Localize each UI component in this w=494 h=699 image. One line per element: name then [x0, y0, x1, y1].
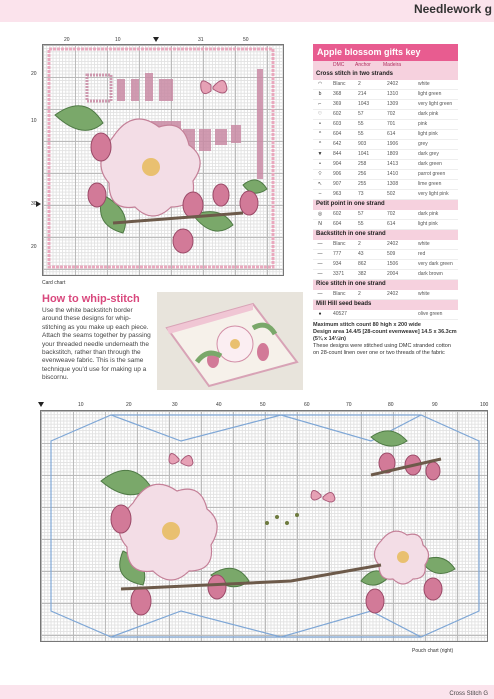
key-cell-name: grey [418, 141, 428, 147]
key-cell-anchor: 57 [358, 111, 364, 117]
key-cell-dmc: 963 [333, 191, 342, 197]
key-cell-name: light green [418, 91, 442, 97]
card-x-tick: 10 [115, 37, 121, 43]
key-cell-symbol: ▼ [317, 151, 323, 157]
key-cell-symbol: ◠ [317, 81, 323, 87]
key-cell-madeira: 1310 [387, 91, 399, 97]
key-col-anchor: Anchor [355, 62, 371, 68]
key-sections [313, 70, 458, 320]
key-section-title: Rice stitch in one strand [313, 280, 458, 290]
key-cell-name: white [418, 241, 430, 247]
card-chart-grid [42, 44, 284, 276]
key-cell-madeira: 614 [387, 221, 396, 227]
center-arrow-icon [38, 402, 44, 407]
key-cell-name: olive green [418, 311, 443, 317]
key-cell-madeira: 1309 [387, 101, 399, 107]
key-cell-symbol: — [317, 291, 323, 297]
key-col-madeira: Madeira [383, 62, 402, 68]
key-cell-name: white [418, 291, 430, 297]
key-cell-anchor: 2 [358, 291, 361, 297]
key-row [313, 110, 458, 120]
key-section-title: Cross stitch in two strands [313, 70, 458, 80]
key-row [313, 180, 458, 190]
pouch-x-tick: 90 [432, 402, 438, 408]
key-cell-anchor: 903 [358, 141, 367, 147]
key-cell-name: light pink [418, 131, 438, 137]
key-row [313, 120, 458, 130]
key-cell-madeira: 1809 [387, 151, 399, 157]
key-cell-symbol: ^ [318, 141, 322, 147]
card-x-tick: 20 [64, 37, 70, 43]
key-title: Apple blossom gifts key [313, 44, 458, 61]
key-cell-dmc: 604 [333, 131, 342, 137]
key-cell-anchor: 57 [358, 211, 364, 217]
key-cell-symbol: ↖ [317, 181, 323, 187]
key-cell-anchor: 258 [358, 161, 367, 167]
key-cell-symbol: — [317, 241, 323, 247]
key-cell-madeira: 1308 [387, 181, 399, 187]
page-footer-text: Cross Stitch G [449, 691, 488, 697]
key-cell-name: white [418, 81, 430, 87]
pouch-x-tick: 50 [260, 402, 266, 408]
key-row [313, 260, 458, 270]
card-y-tick: 10 [31, 118, 37, 124]
key-cell-dmc: 934 [333, 261, 342, 267]
key-cell-symbol: ⌐ [318, 101, 322, 107]
key-cell-dmc: 844 [333, 151, 342, 157]
key-cell-anchor: 862 [358, 261, 367, 267]
card-x-tick: 50 [243, 37, 249, 43]
card-y-tick: 30 [31, 201, 37, 207]
key-row [313, 160, 458, 170]
key-cell-dmc: 602 [333, 211, 342, 217]
pouch-x-tick: 80 [388, 402, 394, 408]
key-row [313, 220, 458, 230]
pouch-x-tick: 40 [216, 402, 222, 408]
key-cell-dmc: 642 [333, 141, 342, 147]
key-row [313, 150, 458, 160]
page-footer-band [0, 685, 494, 699]
stitch-count: Maximum stitch count 80 high x 200 wide [313, 322, 421, 328]
card-x-tick: 31 [198, 37, 204, 43]
center-arrow-icon [36, 201, 41, 207]
key-cell-madeira: 2402 [387, 241, 399, 247]
key-row [313, 100, 458, 110]
center-arrow-icon [153, 37, 159, 42]
key-cell-name: light pink [418, 221, 438, 227]
key-cell-anchor: 256 [358, 171, 367, 177]
key-cell-anchor: 2 [358, 81, 361, 87]
key-cell-name: pink [418, 121, 428, 127]
key-cell-name: dark grey [418, 151, 439, 157]
key-cell-symbol: ^ [318, 131, 322, 137]
key-cell-madeira: 614 [387, 131, 396, 137]
key-row [313, 240, 458, 250]
key-cell-dmc: 602 [333, 111, 342, 117]
finished-biscornu-photo [157, 292, 303, 390]
pouch-x-tick: 30 [172, 402, 178, 408]
page-header-band [0, 0, 494, 22]
key-cell-name: dark green [418, 161, 442, 167]
key-cell-symbol: N [318, 221, 322, 227]
key-cell-anchor: 2 [358, 241, 361, 247]
how-to-title: How to whip-stitch [42, 293, 140, 305]
key-cell-dmc: 604 [333, 221, 342, 227]
key-section-title: Mill Hill seed beads [313, 300, 458, 310]
key-section-title: Backstitch in one strand [313, 230, 458, 240]
key-cell-dmc: 906 [333, 171, 342, 177]
key-cell-dmc: 907 [333, 181, 342, 187]
key-cell-madeira: 702 [387, 111, 396, 117]
key-cell-dmc: 3371 [333, 271, 345, 277]
key-cell-madeira: 701 [387, 121, 396, 127]
pouch-chart-caption: Pouch chart (right) [412, 648, 454, 654]
page-header-title: Needlework g [413, 2, 492, 16]
key-cell-anchor: 73 [358, 191, 364, 197]
key-cell-dmc: 777 [333, 251, 342, 257]
key-cell-madeira: 2402 [387, 291, 399, 297]
key-cell-anchor: 255 [358, 181, 367, 187]
key-cell-name: dark pink [418, 211, 439, 217]
key-cell-madeira: 2004 [387, 271, 399, 277]
key-cell-dmc: 369 [333, 101, 342, 107]
key-cell-anchor: 43 [358, 251, 364, 257]
key-row [313, 310, 458, 320]
key-cell-symbol: • [319, 161, 321, 167]
key-cell-name: parrot green [418, 171, 446, 177]
card-y-tick: 20 [31, 244, 37, 250]
key-cell-anchor: 1043 [358, 101, 370, 107]
key-cell-anchor: 1041 [358, 151, 370, 157]
key-cell-symbol: ◎ [317, 211, 323, 217]
key-cell-symbol: — [317, 271, 323, 277]
key-cell-name: red [418, 251, 426, 257]
key-cell-name: very light green [418, 101, 453, 107]
key-cell-anchor: 382 [358, 271, 367, 277]
key-cell-anchor: 214 [358, 91, 367, 97]
key-section-title: Petit point in one strand [313, 200, 458, 210]
key-row [313, 270, 458, 280]
key-cell-madeira: 1410 [387, 171, 399, 177]
key-cell-dmc: 368 [333, 91, 342, 97]
key-cell-name: very dark green [418, 261, 453, 267]
key-cell-dmc: Blanc [333, 81, 346, 87]
key-cell-dmc: Blanc [333, 241, 346, 247]
key-cell-symbol: b [318, 91, 322, 97]
key-cell-madeira: 502 [387, 191, 396, 197]
key-cell-dmc: Blanc [333, 291, 346, 297]
key-cell-anchor: 55 [358, 131, 364, 137]
pouch-x-tick: 20 [126, 402, 132, 408]
card-chart-artwork [43, 45, 283, 275]
key-cell-symbol: ⌔ [317, 171, 323, 177]
key-column-headers [313, 61, 458, 70]
key-cell-madeira: 1413 [387, 161, 399, 167]
key-row [313, 80, 458, 90]
key-col-dmc: DMC [333, 62, 345, 68]
key-cell-name: dark brown [418, 271, 443, 277]
pouch-x-tick: 100 [480, 402, 489, 408]
key-row [313, 140, 458, 150]
how-to-text: Use the white backstitch border around these designs for whip-stitching as you make up each piece. Attach the seams together by passing your threaded needle underneath the backstitch, rather than through the evenweave fabric. This is the same technique you'd use for making up a biscornu. [42, 307, 151, 382]
key-row [313, 130, 458, 140]
key-cell-madeira: 509 [387, 251, 396, 257]
design-area: Design area 14.4/5 [28-count evenweave] 14.5 x 36.3cm (5¾ x 14¼in) [313, 329, 457, 342]
key-cell-madeira: 1506 [387, 261, 399, 267]
stitch-key [313, 44, 458, 356]
pouch-x-tick: 70 [346, 402, 352, 408]
key-cell-madeira: 702 [387, 211, 396, 217]
key-cell-dmc: 904 [333, 161, 342, 167]
key-cell-name: lime green [418, 181, 442, 187]
pouch-chart-grid [40, 410, 488, 642]
key-cell-madeira: 1906 [387, 141, 399, 147]
card-chart-caption: Card chart [42, 280, 66, 286]
key-cell-symbol: — [317, 261, 323, 267]
key-row [313, 290, 458, 300]
materials-note: These designs were stitched using DMC stranded cotton on 28-count linen over one or two threads of the fabric [313, 343, 451, 356]
key-cell-dmc: 40527 [333, 311, 347, 317]
butterfly-icon [201, 80, 227, 93]
key-row [313, 190, 458, 200]
key-row [313, 90, 458, 100]
seed-bead-icon [265, 513, 299, 525]
key-cell-anchor: 55 [358, 221, 364, 227]
key-cell-symbol: ⚬ [317, 121, 323, 127]
key-cell-symbol: ♡ [317, 111, 323, 117]
pouch-x-tick: 60 [304, 402, 310, 408]
key-row [313, 210, 458, 220]
key-cell-symbol: ● [318, 311, 322, 317]
key-cell-name: very light pink [418, 191, 449, 197]
key-cell-symbol: — [317, 251, 323, 257]
key-cell-madeira: 2402 [387, 81, 399, 87]
pouch-chart-artwork [41, 411, 487, 641]
key-cell-symbol: – [318, 191, 322, 197]
card-y-tick: 20 [31, 71, 37, 77]
apple-blossom-icon [119, 484, 428, 584]
key-row [313, 170, 458, 180]
key-cell-anchor: 55 [358, 121, 364, 127]
key-cell-dmc: 603 [333, 121, 342, 127]
key-cell-name: dark pink [418, 111, 439, 117]
pouch-x-tick: 10 [78, 402, 84, 408]
key-row [313, 250, 458, 260]
